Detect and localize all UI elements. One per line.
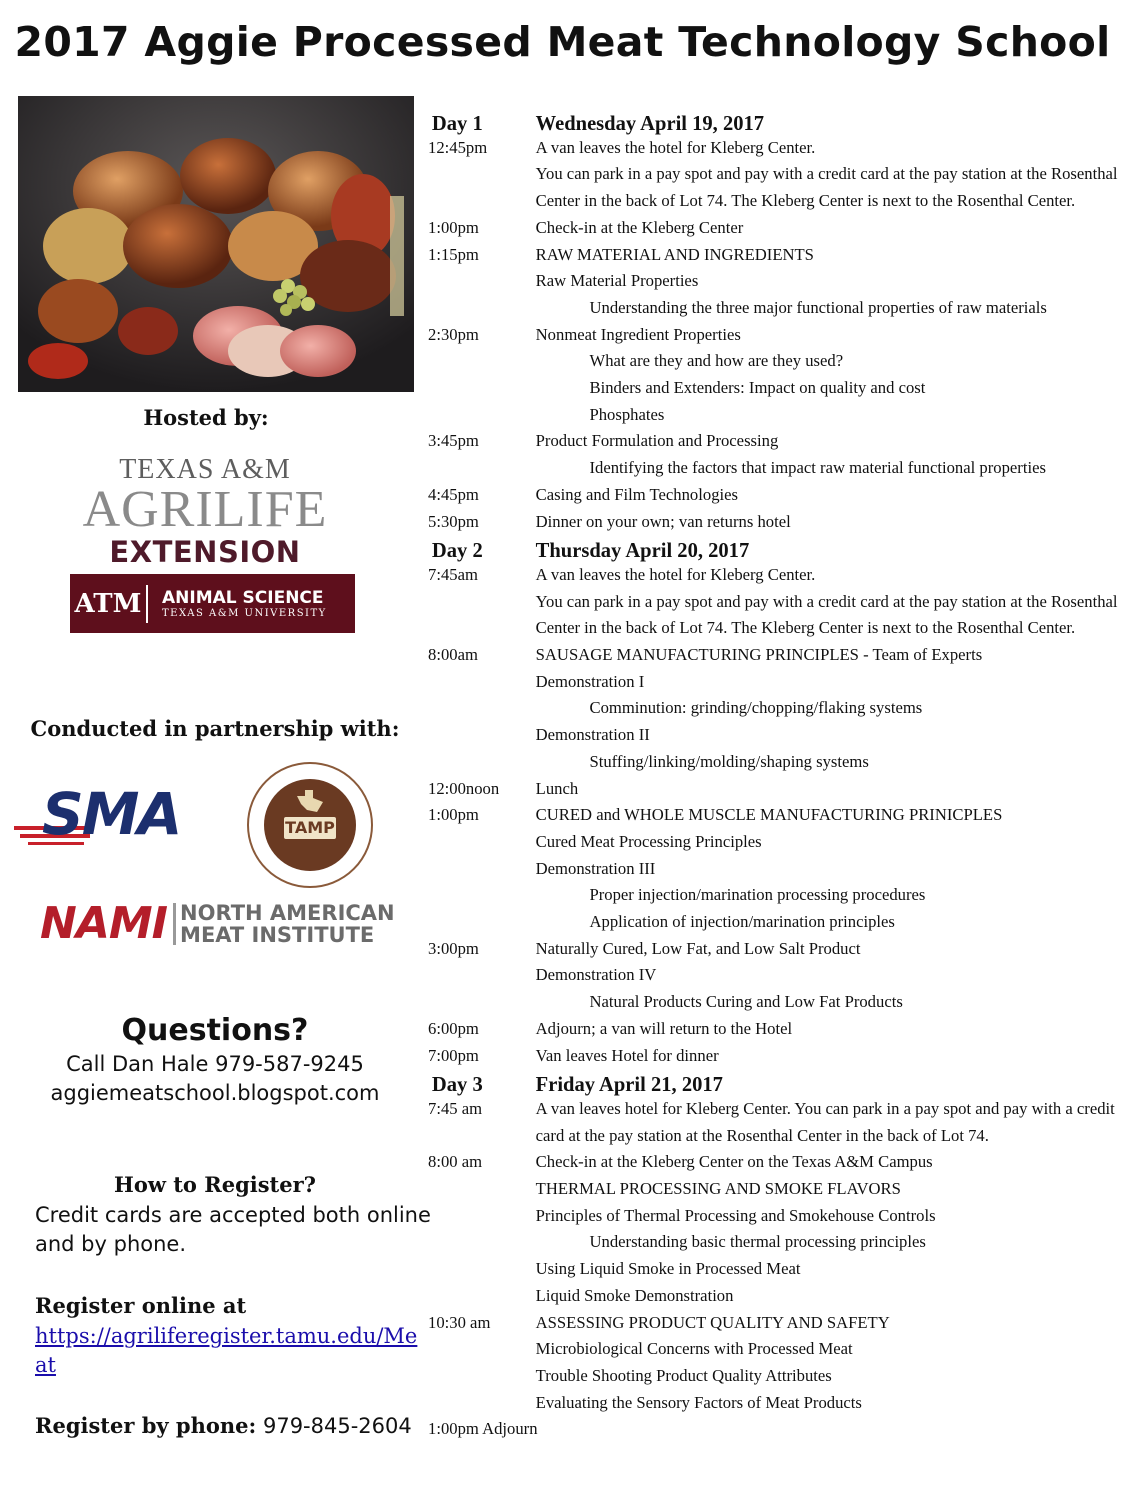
schedule-item: Demonstration II <box>535 725 650 745</box>
schedule-subitem: Application of injection/marination principles <box>589 912 895 931</box>
schedule-item: Using Liquid Smoke in Processed Meat <box>535 1259 801 1279</box>
schedule-time: 8:00 am <box>428 1152 483 1172</box>
agrilife-extension-logo <box>60 455 350 569</box>
schedule-time: 10:30 am <box>428 1312 491 1332</box>
tamp-logo <box>245 760 375 890</box>
schedule-item: Evaluating the Sensory Factors of Meat Products <box>535 1392 862 1412</box>
schedule-item: Check-in at the Kleberg Center on the Texas A&M Campus <box>535 1152 933 1172</box>
day-date: Wednesday April 19, 2017 <box>535 111 765 135</box>
hosted-by-label: Hosted by: <box>143 405 269 430</box>
schedule-item: Demonstration III <box>535 858 656 878</box>
schedule-time: 6:00pm <box>428 1018 479 1038</box>
schedule-item: Center in the back of Lot 74. The Kleberg Center is next to the Rosenthal Center. <box>535 618 1076 638</box>
schedule-item: A van leaves the hotel for Kleberg Center. <box>535 564 816 584</box>
schedule-subitem: What are they and how are they used? <box>589 351 844 371</box>
nami-line2: MEAT INSTITUTE <box>180 922 375 947</box>
schedule-item: Adjourn; a van will return to the Hotel <box>535 1018 793 1038</box>
register-phone-line <box>35 1411 455 1441</box>
schedule-item: Cured Meat Processing Principles <box>535 831 762 851</box>
schedule-subitem: Comminution: grinding/chopping/flaking systems <box>589 698 923 718</box>
atm-mark: ATM <box>74 588 142 619</box>
schedule-item: Lunch <box>535 778 579 798</box>
schedule-item: You can park in a pay spot and pay with a credit card at the pay station at the Rosenthal <box>535 591 1118 611</box>
schedule-item: A van leaves the hotel for Kleberg Center. <box>535 137 816 157</box>
sma-logo <box>14 780 219 850</box>
schedule-item: Trouble Shooting Product Quality Attributes <box>535 1365 832 1385</box>
schedule-item: Nonmeat Ingredient Properties <box>535 324 741 344</box>
animal-science-university: TEXAS A&M UNIVERSITY <box>162 607 327 619</box>
day-date: Thursday April 20, 2017 <box>535 538 750 563</box>
register-phone-label: Register by phone: <box>35 1413 257 1438</box>
partnership-label: Conducted in partnership with: <box>30 716 400 741</box>
schedule-time: 7:45 am <box>428 1098 483 1118</box>
schedule-time: 3:45pm <box>428 431 479 451</box>
schedule-item: Dinner on your own; van returns hotel <box>535 511 791 531</box>
schedule-time: 1:00pm Adjourn <box>428 1419 538 1439</box>
schedule-time: 1:00pm <box>428 805 479 825</box>
register-heading: How to Register? <box>114 1172 316 1197</box>
register-online-label: Register online at <box>35 1293 247 1318</box>
schedule-time: 1:00pm <box>428 217 479 237</box>
nami-divider <box>173 903 176 945</box>
schedule-time: 12:45pm <box>428 137 488 157</box>
schedule-item: Product Formulation and Processing <box>535 431 779 451</box>
schedule-item: card at the pay station at the Rosenthal Center in the back of Lot 74. <box>535 1125 989 1145</box>
schedule-item: Liquid Smoke Demonstration <box>535 1285 734 1305</box>
schedule-time: 8:00am <box>428 645 478 664</box>
schedule-item: Microbiological Concerns with Processed Meat <box>535 1339 853 1359</box>
logo-divider <box>146 585 148 623</box>
schedule-item: Center in the back of Lot 74. The Kleberg Center is next to the Rosenthal Center. <box>535 191 1076 211</box>
schedule-subitem: Understanding basic thermal processing principles <box>589 1232 926 1252</box>
schedule-subitem: Proper injection/marination processing procedures <box>589 885 926 905</box>
schedule-item: Van leaves Hotel for dinner <box>535 1045 719 1065</box>
schedule-time: 4:45pm <box>428 484 479 504</box>
register-url-link[interactable]: https://agriliferegister.tamu.edu/Meat <box>35 1324 418 1377</box>
schedule-subitem: Stuffing/linking/molding/shaping systems <box>589 751 869 771</box>
agrilife-line2: AGRILIFE <box>82 481 328 538</box>
nami-line1: NORTH AMERICAN <box>180 900 395 925</box>
tamp-wordmark: TAMP <box>285 818 335 837</box>
schedule-item: Demonstration I <box>535 671 645 691</box>
page-title: 2017 Aggie Processed Meat Technology School <box>14 18 1111 66</box>
register-credit-text: Credit cards are accepted both online and by phone. <box>35 1203 431 1256</box>
animal-science-name: ANIMAL SCIENCE <box>162 587 324 608</box>
schedule-item: Check-in at the Kleberg Center <box>535 217 744 237</box>
day-date: Friday April 21, 2017 <box>535 1072 723 1097</box>
questions-title: Questions? <box>121 1013 309 1048</box>
schedule-item: Casing and Film Technologies <box>535 484 738 504</box>
agrilife-line3: EXTENSION <box>109 535 301 569</box>
schedule-time: 1:15pm <box>428 244 479 264</box>
schedule-time: 7:00pm <box>428 1045 479 1065</box>
nami-logo <box>40 898 395 949</box>
schedule-subitem: Natural Products Curing and Low Fat Products <box>589 992 903 1012</box>
schedule-item: THERMAL PROCESSING AND SMOKE FLAVORS <box>535 1179 901 1198</box>
schedule-item: CURED and WHOLE MUSCLE MANUFACTURING PRINICPLES <box>535 805 1003 825</box>
nami-wordmark: NAMI <box>40 898 168 949</box>
questions-call: Call Dan Hale 979-587-9245 <box>66 1052 364 1076</box>
schedule-time: 3:00pm <box>428 938 479 958</box>
questions-blog: aggiemeatschool.blogspot.com <box>50 1081 380 1105</box>
schedule-time: 5:30pm <box>428 511 479 531</box>
schedule-item: SAUSAGE MANUFACTURING PRINCIPLES - Team of Experts <box>535 645 983 664</box>
schedule-time: 2:30pm <box>428 324 479 344</box>
schedule-item: A van leaves hotel for Kleberg Center. You can park in a pay spot and pay with a credit <box>535 1098 1115 1118</box>
schedule-subitem: Understanding the three major functional properties of raw materials <box>589 297 1047 317</box>
schedule-time: 7:45am <box>428 564 478 584</box>
schedule-item: RAW MATERIAL AND INGREDIENTS <box>535 244 814 264</box>
processed-meats-photo <box>18 96 414 392</box>
schedule-subitem: Binders and Extenders: Impact on quality and cost <box>589 378 926 397</box>
schedule-subitem: Phosphates <box>589 404 665 424</box>
schedule-item: Demonstration IV <box>535 965 657 985</box>
day-label: Day 2 <box>431 538 483 563</box>
schedule-subitem: Identifying the factors that impact raw material functional properties <box>589 458 1046 478</box>
agrilife-line1: TEXAS A&M <box>119 454 291 485</box>
sma-wordmark: SMA <box>42 780 181 848</box>
meat-products-image <box>18 96 414 392</box>
schedule-item: Raw Material Properties <box>535 271 699 291</box>
schedule-item: Naturally Cured, Low Fat, and Low Salt Product <box>535 938 861 958</box>
schedule-time: 12:00noon <box>428 778 500 798</box>
day-label: Day 3 <box>431 1072 483 1097</box>
day-label: Day 1 <box>431 111 483 135</box>
animal-science-logo <box>70 574 355 633</box>
schedule-item: ASSESSING PRODUCT QUALITY AND SAFETY <box>535 1312 890 1332</box>
schedule-item: You can park in a pay spot and pay with a credit card at the pay station at the Rosenthal <box>535 164 1118 184</box>
schedule-item: Principles of Thermal Processing and Smokehouse Controls <box>535 1205 936 1225</box>
register-phone-number: 979-845-2604 <box>262 1414 412 1438</box>
